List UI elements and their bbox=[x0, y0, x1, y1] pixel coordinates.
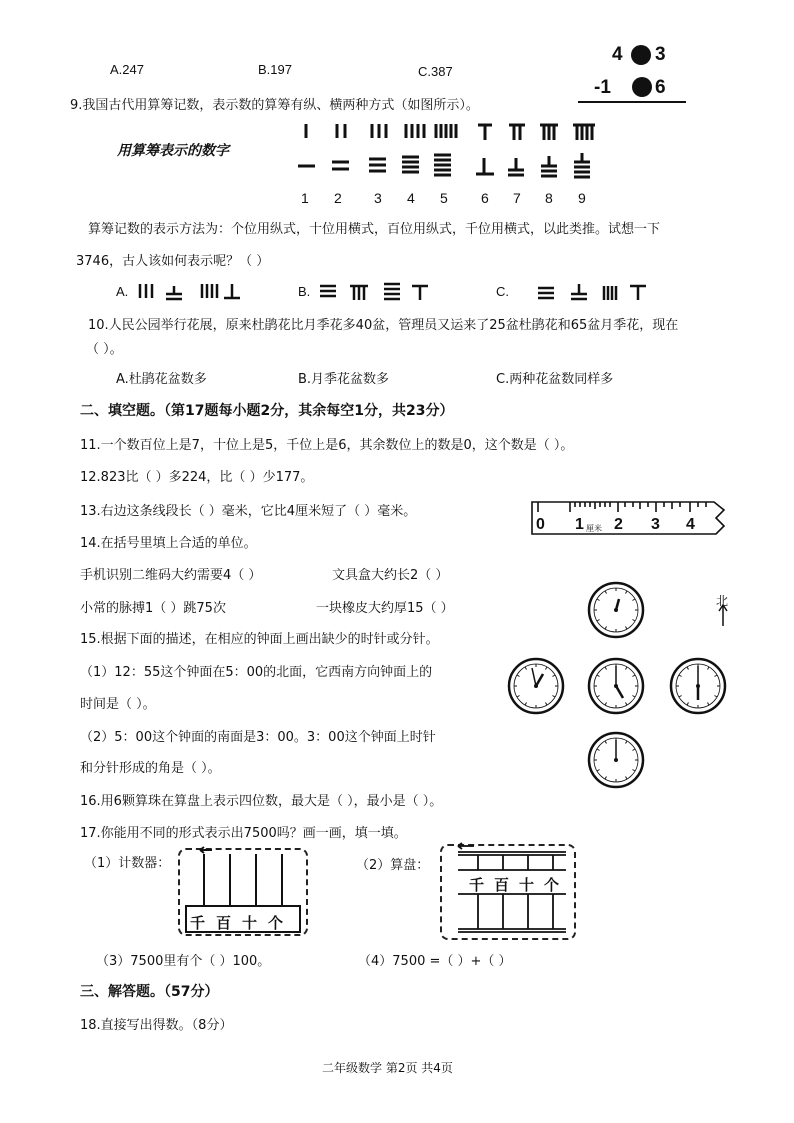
section-3-heading: 三、解答题。（57分） bbox=[80, 984, 219, 1000]
q10-option-c: C.两种花盆数同样多 bbox=[496, 372, 614, 387]
q8-option-c: C.387 bbox=[418, 64, 453, 79]
q17-stem: 17.你能用不同的形式表示出7500吗？画一画，填一填。 bbox=[80, 826, 407, 841]
q16-text: 16.用6颗算珠在算盘上表示四位数，最大是（ ），最小是（ ）。 bbox=[80, 794, 443, 809]
clock-south bbox=[586, 730, 646, 790]
counter-place: 百 bbox=[216, 914, 232, 932]
q14-item-pencil-box: 文具盒大约长2（ ） bbox=[332, 568, 449, 583]
abacus-place: 个 bbox=[544, 876, 560, 894]
subtrahend-hundreds: -1 bbox=[594, 77, 611, 98]
q9-option-c-rods bbox=[534, 280, 654, 304]
q10-option-b: B.月季花盆数多 bbox=[298, 372, 390, 387]
q9-option-a-rods bbox=[136, 280, 246, 304]
q15-part2-line2: 和分针形成的角是（ ）。 bbox=[80, 761, 221, 776]
q9-option-b-label: B. bbox=[298, 284, 311, 299]
q11-text: 11.一个数百位上是7，十位上是5，千位上是6，其余数位上的数是0，这个数是（ ）。 bbox=[80, 438, 574, 453]
minuend-hundreds: 4 bbox=[612, 44, 623, 65]
q15-part2-line1: （2）5：00这个钟面的南面是3：00。3：00这个钟面上时针 bbox=[80, 730, 436, 745]
abacus-place: 十 bbox=[519, 876, 535, 894]
rod-digit: 1 bbox=[301, 190, 309, 206]
abacus-place: 百 bbox=[494, 876, 510, 894]
rod-digit: 5 bbox=[440, 190, 448, 206]
q14-stem: 14.在括号里填上合适的单位。 bbox=[80, 536, 257, 551]
ruler-outline bbox=[530, 498, 730, 540]
clock-center bbox=[586, 656, 646, 716]
q18-text: 18.直接写出得数。（8分） bbox=[80, 1018, 233, 1033]
q10-blank: （ ）。 bbox=[86, 342, 123, 357]
rod-digit: 4 bbox=[407, 190, 415, 206]
q8-option-b: B.197 bbox=[258, 62, 292, 77]
q9-figure-label: 用算筹表示的数字 bbox=[117, 143, 229, 159]
rod-digit: 2 bbox=[334, 190, 342, 206]
subtraction-line bbox=[578, 101, 686, 103]
q13-text: 13.右边这条线段长（ ）毫米，它比4厘米短了（ ）毫米。 bbox=[80, 504, 417, 519]
q10-option-a: A.杜鹃花盆数多 bbox=[116, 372, 207, 387]
rod-digit: 6 bbox=[481, 190, 489, 206]
clock-east bbox=[668, 656, 728, 716]
q9-option-a-label: A. bbox=[116, 284, 129, 299]
clock-west bbox=[506, 656, 566, 716]
north-arrow-icon bbox=[716, 604, 730, 628]
q8-option-a: A.247 bbox=[110, 62, 144, 77]
q15-part1-line1: （1）12：55这个钟面在5：00的北面，它西南方向钟面上的 bbox=[80, 665, 433, 680]
q9-rule: 算筹记数的表示方法为：个位用纵式，十位用横式，百位用纵式，千位用横式，以此类推。试想一下 bbox=[88, 222, 661, 237]
q9-option-b-rods bbox=[316, 280, 436, 304]
rod-digit: 7 bbox=[513, 190, 521, 206]
counter-place: 千 bbox=[190, 914, 206, 932]
rod-digit: 9 bbox=[578, 190, 586, 206]
ruler-label: 3 bbox=[651, 516, 660, 533]
q17-part4: （4）7500 =（ ）+（ ） bbox=[358, 954, 512, 969]
abacus-place: 千 bbox=[469, 876, 485, 894]
q15-stem: 15.根据下面的描述，在相应的钟面上画出缺少的时针或分针。 bbox=[80, 632, 439, 647]
q14-item-eraser: 一块橡皮大约厚15（ ） bbox=[316, 601, 454, 616]
q17-part3: （3）7500里有个（ ）100。 bbox=[96, 954, 271, 969]
q15-part1-line2: 时间是（ ）。 bbox=[80, 697, 156, 712]
ruler-label: 2 bbox=[614, 516, 623, 533]
ruler-label: 1 bbox=[575, 516, 584, 533]
ruler-label: 0 bbox=[536, 516, 545, 533]
clock-north bbox=[586, 580, 646, 640]
q17-part1-label: （1）计数器： bbox=[84, 856, 171, 871]
north-label: 北 bbox=[716, 594, 729, 608]
q17-part2-label: （2）算盘： bbox=[356, 858, 430, 873]
rod-digit: 8 bbox=[545, 190, 553, 206]
ruler-unit: 厘米 bbox=[586, 524, 602, 533]
subtrahend-units: 6 bbox=[655, 77, 666, 98]
q9-question: 3746，古人该如何表示呢？（ ） bbox=[76, 254, 270, 269]
section-2-heading: 二、填空题。（第17题每小题2分，其余每空1分，共23分） bbox=[80, 403, 454, 419]
q14-item-pulse: 小常的脉搏1（ ）跳75次 bbox=[80, 601, 226, 616]
page-footer: 二年级数学 第2页 共4页 bbox=[322, 1061, 453, 1075]
q9-stem: 9.我国古代用算筹记数，表示数的算筹有纵、横两种方式（如图所示）。 bbox=[70, 98, 479, 113]
q12-text: 12.823比（ ）多224，比（ ）少177。 bbox=[80, 470, 314, 485]
counter-place: 十 bbox=[242, 914, 258, 932]
ruler-label: 4 bbox=[686, 516, 695, 533]
rod-digit: 3 bbox=[374, 190, 382, 206]
q10-stem: 10.人民公园举行花展，原来杜鹃花比月季花多40盆，管理员又运来了25盆杜鹃花和65盆月季花，现在 bbox=[88, 318, 679, 333]
q9-option-c-label: C. bbox=[496, 284, 509, 299]
ink-blot bbox=[632, 77, 652, 97]
minuend-units: 3 bbox=[655, 44, 666, 65]
counter-place: 个 bbox=[268, 914, 284, 932]
q14-item-qr: 手机识别二维码大约需要4（ ） bbox=[80, 568, 262, 583]
ink-blot bbox=[631, 45, 651, 65]
